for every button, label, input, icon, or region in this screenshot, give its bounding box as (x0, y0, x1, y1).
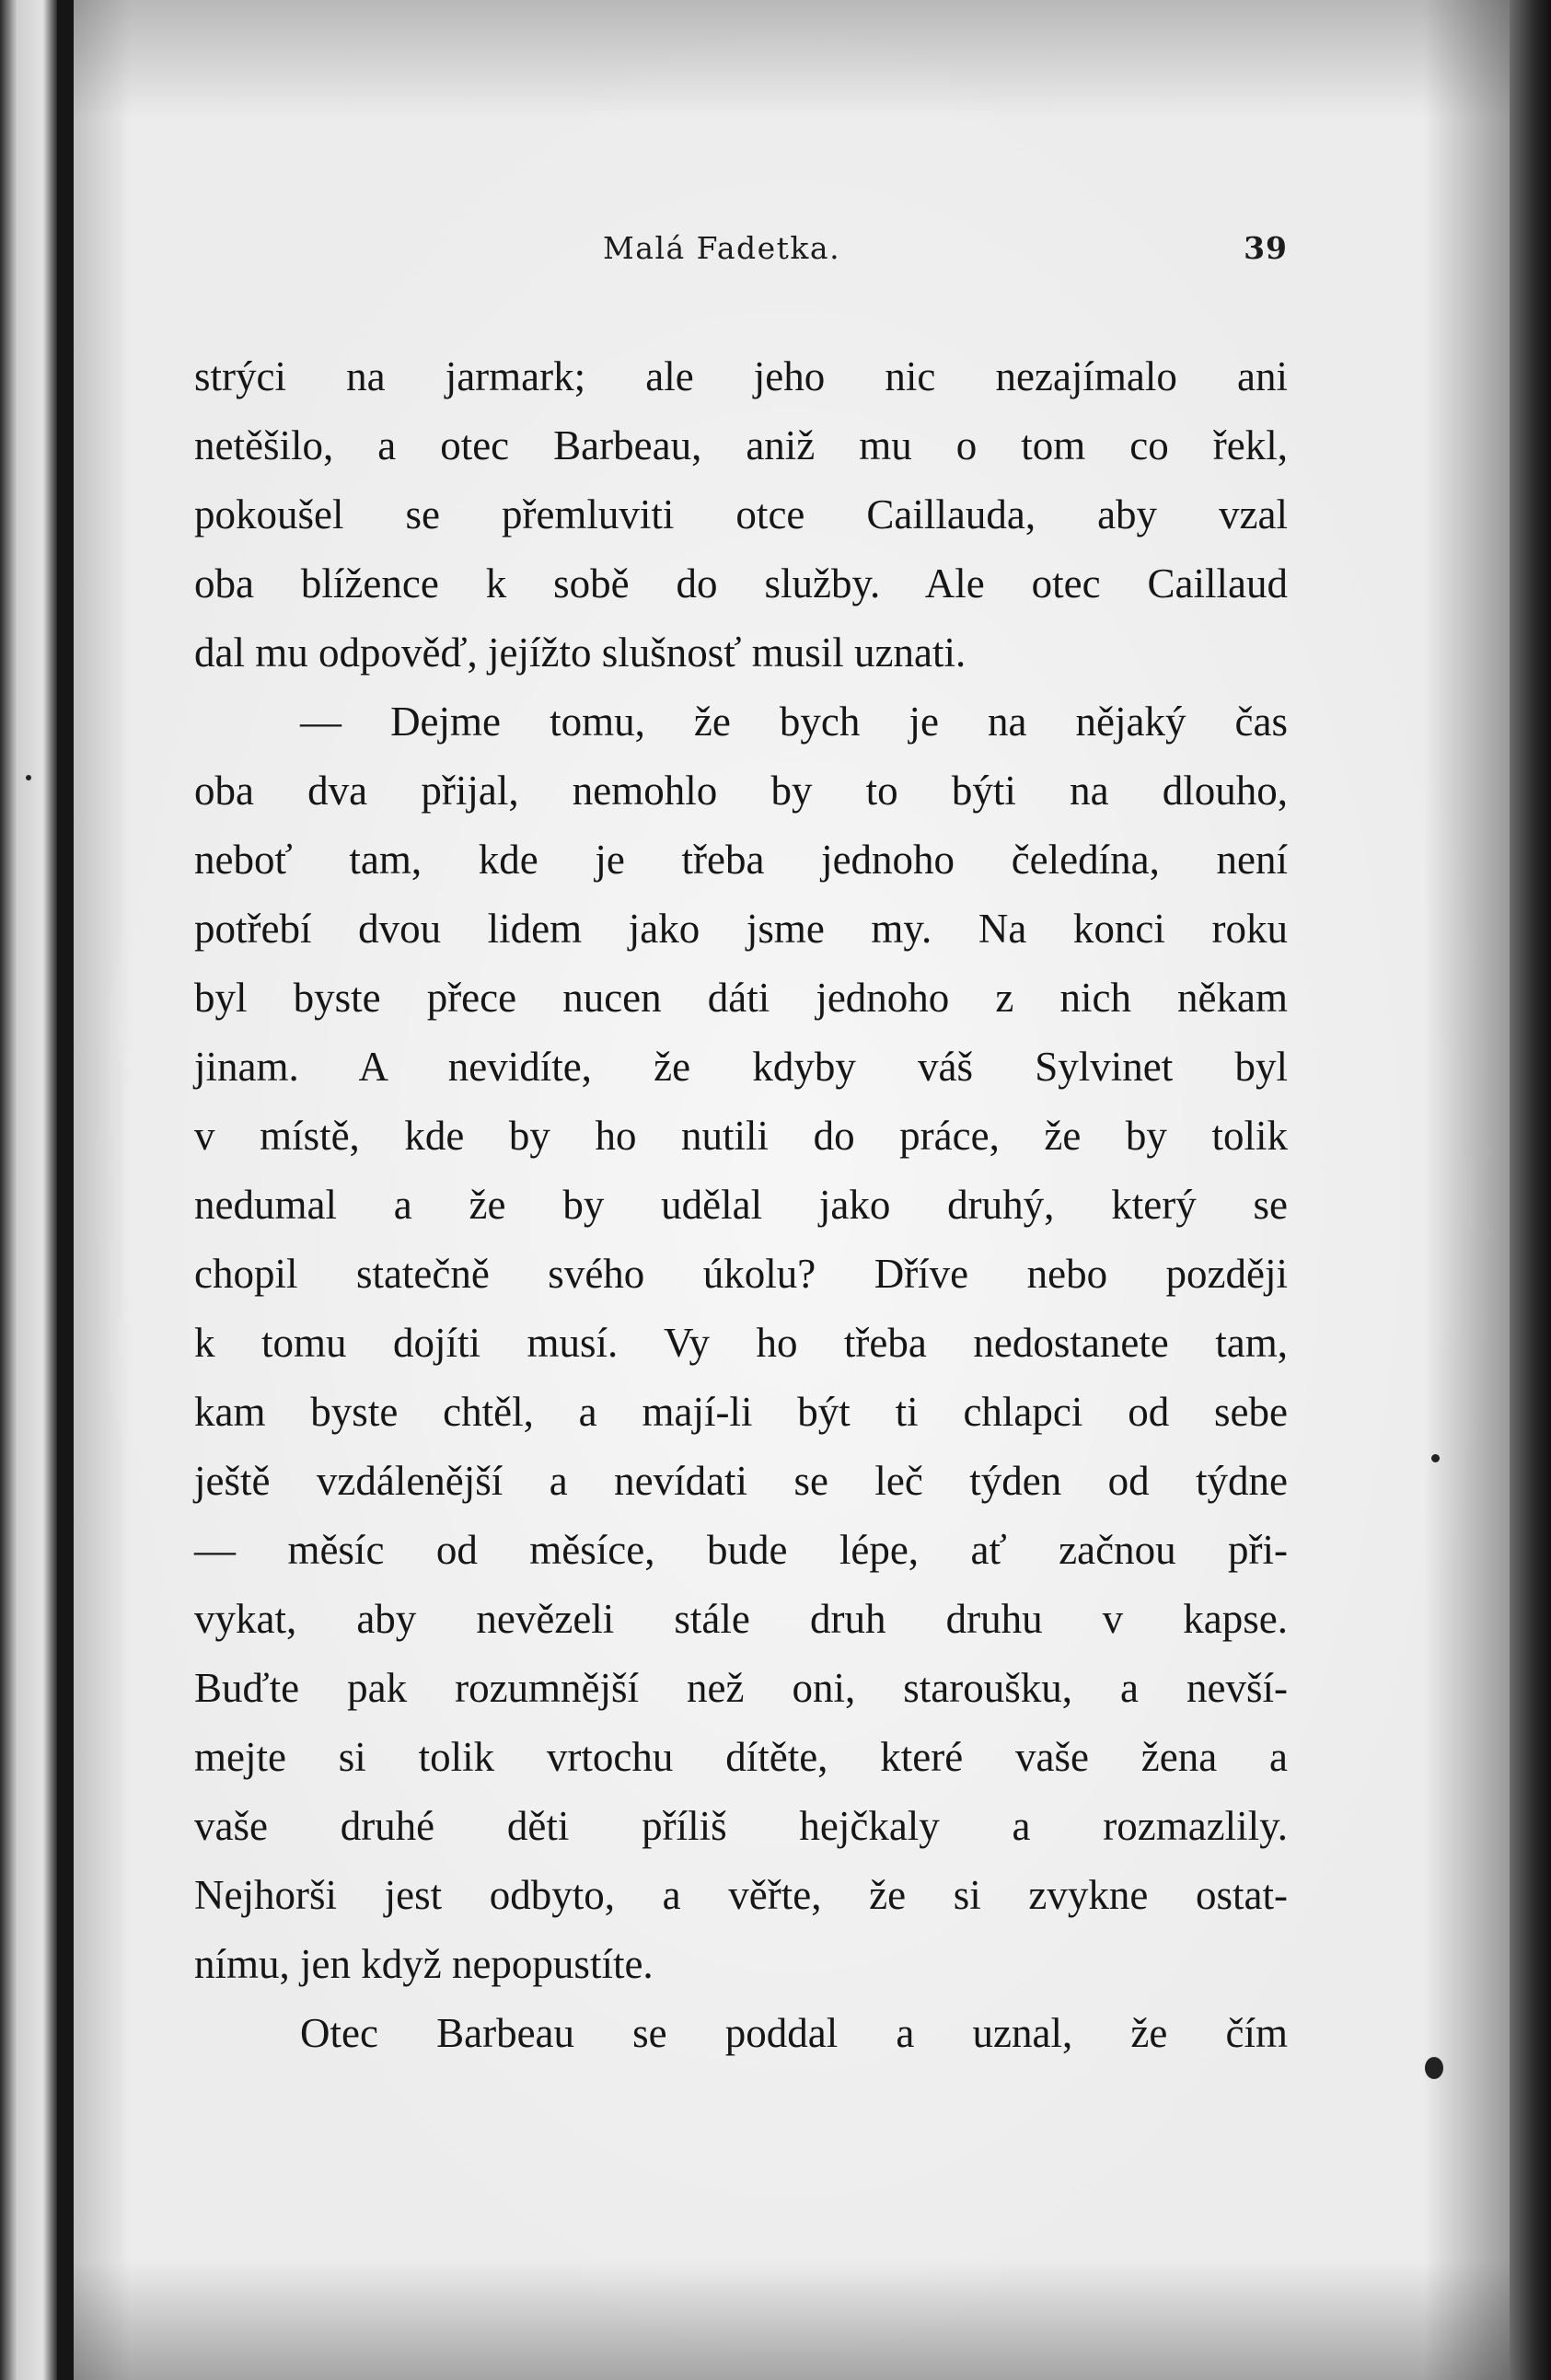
text-line: — měsíc od měsíce, bude lépe, ať začnou při- (194, 1527, 1288, 1573)
page-number: 39 (1244, 230, 1288, 266)
text-line: kam byste chtěl, a mají-li být ti chlapci od sebe (194, 1389, 1288, 1435)
text-line: nedumal a že by udělal jako druhý, který se (194, 1182, 1288, 1228)
text-line: ještě vzdálenější a nevídati se leč týden od týdne (194, 1458, 1288, 1504)
text-line: chopil statečně svého úkolu? Dříve nebo později (194, 1251, 1288, 1297)
text-line: nímu, jen když nepopustíte. (194, 1941, 654, 1987)
text-line: Buďte pak rozumnější než oni, staroušku, a nevší- (194, 1665, 1288, 1711)
text-line: neboť tam, kde je třeba jednoho čeledína, není (194, 837, 1288, 883)
text-line: Otec Barbeau se poddal a uznal, že čím (300, 2010, 1288, 2056)
body-text (194, 342, 1288, 2068)
text-line: vaše druhé děti příliš hejčkaly a rozmazlily. (194, 1803, 1288, 1849)
previous-page-edge (0, 0, 57, 2380)
book-gutter (57, 0, 74, 2380)
text-line: byl byste přece nucen dáti jednoho z nich někam (194, 975, 1288, 1021)
text-line: oba dva přijal, nemohlo by to býti na dlouho, (194, 768, 1288, 814)
page-right-edge (1510, 0, 1551, 2380)
text-line: oba blížence k sobě do služby. Ale otec Caillaud (194, 560, 1288, 607)
running-title: Malá Fadetka. (603, 230, 841, 266)
text-line: — Dejme tomu, že bych je na nějaký čas (300, 699, 1288, 745)
text-line: k tomu dojíti musí. Vy ho třeba nedostanete tam, (194, 1320, 1288, 1366)
ink-speck (1431, 1454, 1440, 1462)
text-line: pokoušel se přemluviti otce Caillauda, aby vzal (194, 491, 1288, 537)
ink-speck (1425, 2057, 1443, 2079)
text-line: netěšilo, a otec Barbeau, aniž mu o tom co řekl, (194, 422, 1288, 468)
text-line: potřebí dvou lidem jako jsme my. Na konci roku (194, 906, 1288, 952)
text-line: dal mu odpověď, jejížto slušnosť musil uznati. (194, 630, 966, 676)
text-line: strýci na jarmark; ale jeho nic nezajímalo ani (194, 353, 1288, 399)
text-line: vykat, aby nevězeli stále druh druhu v kapse. (194, 1596, 1288, 1642)
running-header (194, 230, 1288, 272)
text-line: Nejhorši jest odbyto, a věřte, že si zvykne ostat- (194, 1872, 1288, 1918)
ink-speck (26, 775, 31, 780)
text-line: jinam. A nevidíte, že kdyby váš Sylvinet byl (194, 1044, 1288, 1090)
text-line: v místě, kde by ho nutili do práce, že by tolik (194, 1113, 1288, 1159)
text-line: mejte si tolik vrtochu dítěte, které vaše žena a (194, 1734, 1288, 1780)
